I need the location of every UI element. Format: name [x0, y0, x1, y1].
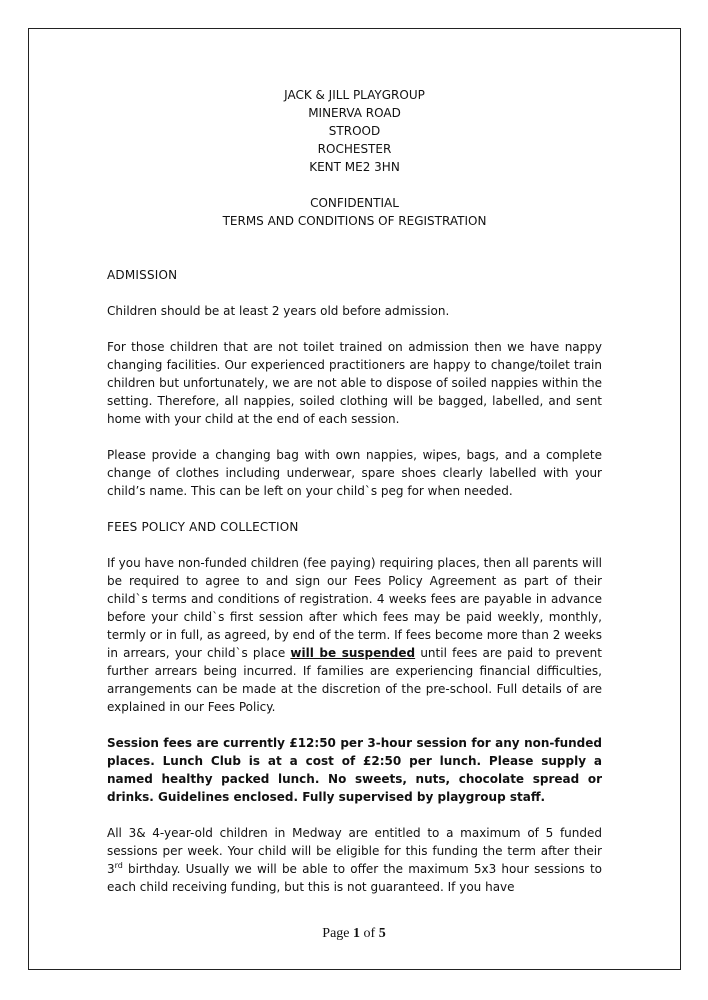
fees-policy-text-start: If you have non-funded children (fee paying) requiring places, then all parents will be required to agree to and sign our Fees Policy Agreement as part of their child`s terms and conditions of registration. 4 weeks fees are payable in advance before your child`s first session after which fees may be paid weekly, monthly, termly or in full, as agreed, by end of the term. If fees become more than 2 weeks in arrears, your child`s place	[107, 556, 602, 660]
section-heading-admission: ADMISSION	[107, 268, 178, 282]
admission-nappy-paragraph: For those children that are not toilet trained on admission then we have nappy changing facilities. Our experienced practitioners are happy to change/toilet train children but unfortunately, we are not able to dispose of soiled nappies within the setting. Therefore, all nappies, soiled clothing will be bagged, labelled, and sent home with your child at the end of each session.	[107, 340, 602, 426]
session-fees-paragraph: Session fees are currently £12:50 per 3-hour session for any non-funded places. Lunch Club is at a cost of £2:50 per lunch. Please supply a named healthy packed lunch. No sweets, nuts, chocolate spread or drinks. Guidelines enclosed. Fully supervised by playgroup staff.	[107, 736, 602, 804]
address-town: STROOD	[328, 124, 381, 138]
org-name: JACK & JILL PLAYGROUP	[284, 88, 425, 102]
confidential-label: CONFIDENTIAL	[310, 196, 399, 210]
letterhead	[107, 86, 602, 176]
document-title: TERMS AND CONDITIONS OF REGISTRATION	[222, 214, 487, 228]
page-total: 5	[378, 926, 386, 941]
document-body	[107, 86, 602, 896]
funding-paragraph	[107, 824, 602, 896]
address-street: MINERVA ROAD	[308, 106, 401, 120]
fees-policy-text-end: until fees are paid to prevent further arrears being incurred. If families are experiencing financial difficulties, arrangements can be made at the discretion of the pre-school. Full details of are explained in our Fees Policy.	[107, 646, 602, 714]
suspension-emphasis: will be suspended	[290, 646, 416, 660]
address-postcode: KENT ME2 3HN	[309, 160, 400, 174]
ordinal-suffix: rd	[114, 861, 123, 870]
page-footer	[0, 926, 708, 942]
fees-policy-paragraph	[107, 554, 602, 716]
admission-age-paragraph: Children should be at least 2 years old before admission.	[107, 304, 450, 318]
address-city: ROCHESTER	[317, 142, 392, 156]
section-heading-fees: FEES POLICY AND COLLECTION	[107, 520, 299, 534]
funding-text-end: birthday. Usually we will be able to offer the maximum 5x3 hour sessions to each child receiving funding, but this is not guaranteed. If you have	[107, 862, 602, 894]
funding-text-start: All 3& 4-year-old children in Medway are entitled to a maximum of 5 funded sessions per week. Your child will be eligible for this funding the term after their 3	[107, 826, 602, 876]
page-current: 1	[353, 926, 361, 941]
of-label: of	[363, 926, 376, 941]
page-label: Page	[322, 926, 350, 941]
admission-changing-bag-paragraph: Please provide a changing bag with own nappies, wipes, bags, and a complete change of clothes including underwear, spare shoes clearly labelled with your child’s name. This can be left on your child`s peg for when needed.	[107, 448, 602, 498]
